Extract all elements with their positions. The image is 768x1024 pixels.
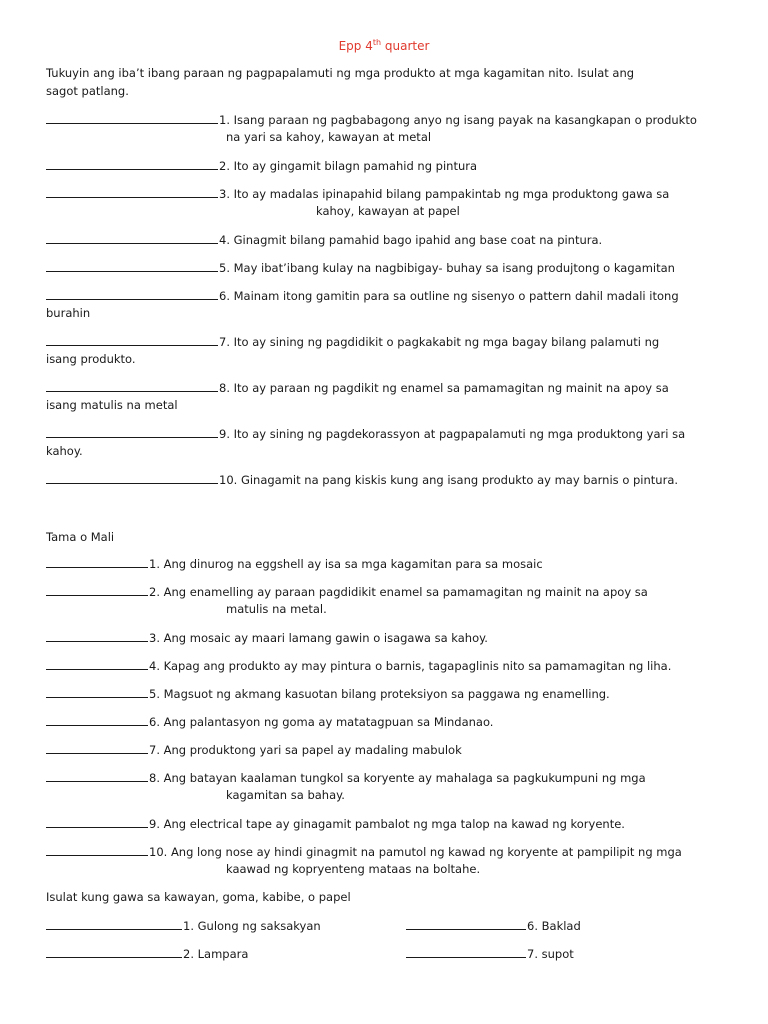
part1-item-9-cont: kahoy. [46, 444, 83, 458]
part1-item-1: 1. Isang paraan ng pagbabagong anyo ng isang payak na kasangkapan o produkto [46, 112, 697, 127]
part1-item-6-cont: burahin [46, 306, 91, 320]
part2-item-8: 8. Ang batayan kaalaman tungkol sa koryente ay mahalaga sa pagkukumpuni ng mga [46, 770, 646, 785]
instructions-line-1: Tukuyin ang iba’t ibang paraan ng pagpapalamuti ng mga produkto at mga kagamitan nito. Isulat ang [46, 66, 635, 80]
answer-blank[interactable] [46, 288, 218, 300]
part1-item-3-cont: kahoy, kawayan at papel [316, 204, 460, 218]
answer-blank[interactable] [46, 426, 218, 438]
part1-item-8: 8. Ito ay paraan ng pagdikit ng enamel sa pamamagitan ng mainit na apoy sa [46, 380, 669, 395]
answer-blank[interactable] [46, 770, 148, 782]
answer-blank[interactable] [46, 686, 148, 698]
answer-blank[interactable] [46, 946, 182, 958]
part1-item-4: 4. Ginagmit bilang pamahid bago ipahid ang base coat na pintura. [46, 232, 602, 247]
answer-blank[interactable] [46, 714, 148, 726]
answer-blank[interactable] [46, 844, 148, 856]
part1-item-10: 10. Ginagamit na pang kiskis kung ang isang produkto ay may barnis o pintura. [46, 472, 678, 487]
answer-blank[interactable] [46, 742, 148, 754]
answer-blank[interactable] [46, 658, 148, 670]
part3-item-7: 7. supot [406, 946, 574, 961]
part3-heading: Isulat kung gawa sa kawayan, goma, kabibe, o papel [46, 890, 351, 904]
answer-blank[interactable] [46, 158, 218, 170]
answer-blank[interactable] [46, 112, 218, 124]
part2-item-6: 6. Ang palantasyon ng goma ay matatagpuan sa Mindanao. [46, 714, 493, 729]
part2-item-9: 9. Ang electrical tape ay ginagamit pambalot ng mga talop na kawad ng koryente. [46, 816, 625, 831]
part1-item-7: 7. Ito ay sining ng pagdidikit o pagkakabit ng mga bagay bilang palamuti ng [46, 334, 659, 349]
part1-item-6: 6. Mainam itong gamitin para sa outline ng sisenyo o pattern dahil madali itong [46, 288, 679, 303]
part3-item-2: 2. Lampara [46, 946, 248, 961]
instructions-line-2: sagot patlang. [46, 84, 129, 98]
answer-blank[interactable] [46, 232, 218, 244]
answer-blank[interactable] [46, 630, 148, 642]
answer-blank[interactable] [406, 946, 526, 958]
part1-item-1-cont: na yari sa kahoy, kawayan at metal [226, 130, 432, 144]
answer-blank[interactable] [46, 380, 218, 392]
part2-item-4: 4. Kapag ang produkto ay may pintura o barnis, tagapaglinis nito sa pamamagitan ng liha. [46, 658, 671, 673]
part2-item-10-cont: kaawad ng kopryenteng mataas na boltahe. [226, 862, 481, 876]
part1-item-9: 9. Ito ay sining ng pagdekorassyon at pagpapalamuti ng mga produktong yari sa [46, 426, 685, 441]
part1-item-3: 3. Ito ay madalas ipinapahid bilang pampakintab ng mga produktong gawa sa [46, 186, 669, 201]
answer-blank[interactable] [46, 186, 218, 198]
answer-blank[interactable] [46, 556, 148, 568]
answer-blank[interactable] [46, 260, 218, 272]
answer-blank[interactable] [46, 472, 218, 484]
part3-item-6: 6. Baklad [406, 918, 581, 933]
part1-item-5: 5. May ibat’ibang kulay na nagbibigay- buhay sa isang produjtong o kagamitan [46, 260, 675, 275]
answer-blank[interactable] [46, 334, 218, 346]
answer-blank[interactable] [46, 918, 182, 930]
answer-blank[interactable] [46, 816, 148, 828]
part2-item-10: 10. Ang long nose ay hindi ginagmit na pamutol ng kawad ng koryente at pampilipit ng mga [46, 844, 682, 859]
part2-item-2-cont: matulis na metal. [226, 602, 327, 616]
part3-item-1: 1. Gulong ng saksakyan [46, 918, 321, 933]
part1-item-8-cont: isang matulis na metal [46, 398, 178, 412]
part2-item-3: 3. Ang mosaic ay maari lamang gawin o isagawa sa kahoy. [46, 630, 488, 645]
part2-heading: Tama o Mali [46, 530, 115, 544]
part2-item-8-cont: kagamitan sa bahay. [226, 788, 345, 802]
part1-item-2: 2. Ito ay gingamit bilagn pamahid ng pintura [46, 158, 477, 173]
part2-item-2: 2. Ang enamelling ay paraan pagdidikit enamel sa pamamagitan ng mainit na apoy sa [46, 584, 648, 599]
page-title: Epp 4th quarter [338, 38, 430, 53]
answer-blank[interactable] [46, 584, 148, 596]
part2-item-7: 7. Ang produktong yari sa papel ay madaling mabulok [46, 742, 462, 757]
part2-item-5: 5. Magsuot ng akmang kasuotan bilang proteksiyon sa paggawa ng enamelling. [46, 686, 610, 701]
answer-blank[interactable] [406, 918, 526, 930]
part1-item-7-cont: isang produkto. [46, 352, 136, 366]
part2-item-1: 1. Ang dinurog na eggshell ay isa sa mga kagamitan para sa mosaic [46, 556, 543, 571]
